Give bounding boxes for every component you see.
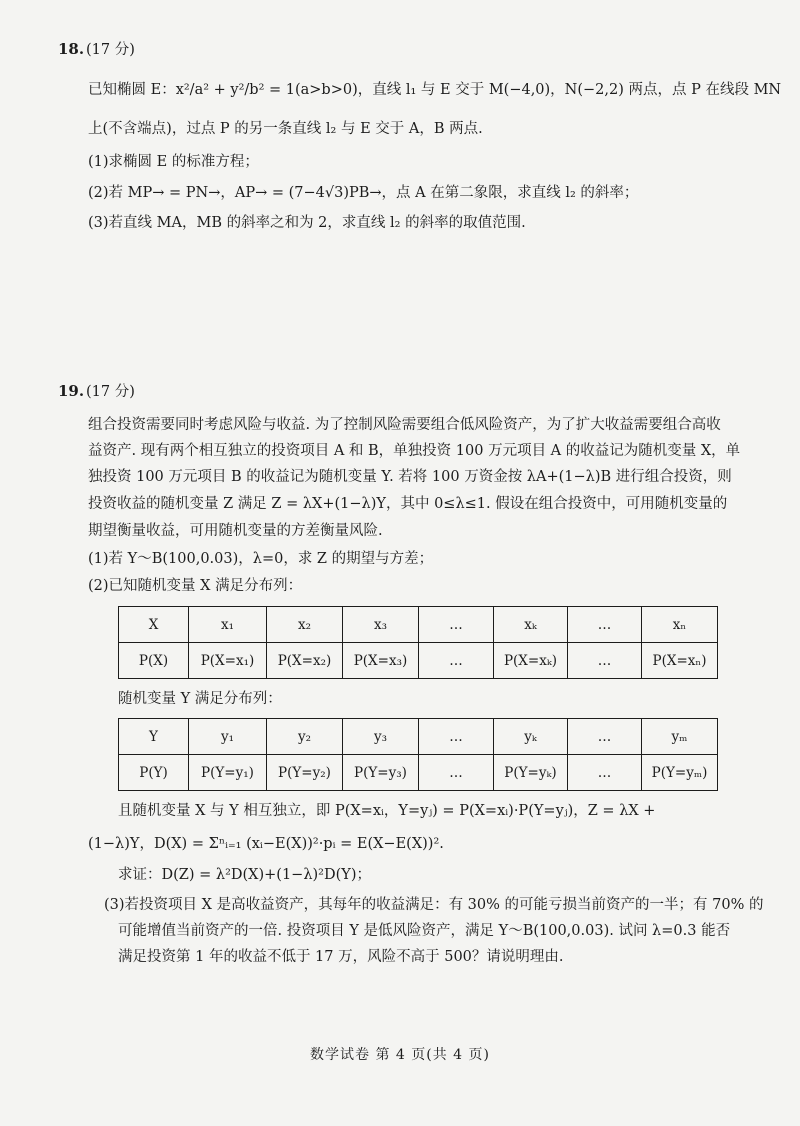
table-cell: …: [568, 643, 642, 679]
sub-question-2: (2)已知随机变量 X 满足分布列：: [88, 578, 303, 594]
table-cell: x₃: [343, 607, 419, 643]
question-score: (17 分): [86, 42, 135, 58]
table-cell: …: [419, 643, 494, 679]
question-score: (17 分): [86, 384, 135, 400]
question-number: 18.: [58, 40, 85, 58]
sub-question-1: (1)若 Y～B(100,0.03)，λ=0，求 Z 的期望与方差；: [88, 551, 434, 567]
table-header-cell: P(X): [119, 643, 189, 679]
distribution-table-x: [118, 606, 718, 679]
table-cell: P(Y=y₃): [343, 755, 419, 791]
table-cell: …: [419, 755, 494, 791]
question-text-line: 满足投资第 1 年的收益不低于 17 万，风险不高于 500？请说明理由.: [118, 949, 564, 965]
table-y-intro: 随机变量 Y 满足分布列：: [118, 691, 282, 707]
table-row: [119, 755, 718, 791]
table-cell: P(X=x₁): [189, 643, 267, 679]
table-cell: …: [419, 607, 494, 643]
question-text-line: 益资产. 现有两个相互独立的投资项目 A 和 B，单独投资 100 万元项目 A 的收益记为随机变量 X，单: [88, 443, 741, 459]
question-text-line: 组合投资需要同时考虑风险与收益. 为了控制风险需要组合低风险资产，为了扩大收益需要组合高收: [88, 417, 721, 433]
prove-statement: 求证：D(Z) = λ²D(X)+(1−λ)²D(Y)；: [118, 867, 371, 883]
table-cell: y₃: [343, 719, 419, 755]
table-cell: y₂: [267, 719, 343, 755]
table-cell: …: [568, 755, 642, 791]
table-cell: x₂: [267, 607, 343, 643]
question-text-line: 上(不含端点)，过点 P 的另一条直线 l₂ 与 E 交于 A，B 两点.: [88, 121, 483, 137]
question-text-line: 投资收益的随机变量 Z 满足 Z = λX+(1−λ)Y，其中 0≤λ≤1. 假设在组合投资中，可用随机变量的: [88, 496, 728, 512]
question-text-line: 期望衡量收益，可用随机变量的方差衡量风险.: [88, 523, 383, 539]
table-cell: P(Y=y₁): [189, 755, 267, 791]
table-cell: …: [419, 719, 494, 755]
table-cell: xₙ: [642, 607, 718, 643]
table-cell: P(Y=yₖ): [494, 755, 568, 791]
page-footer: 数学试卷 第 4 页(共 4 页): [310, 1047, 490, 1063]
table-cell: y₁: [189, 719, 267, 755]
table-cell: P(Y=y₂): [267, 755, 343, 791]
sub-question-3: (3)若直线 MA，MB 的斜率之和为 2，求直线 l₂ 的斜率的取值范围.: [88, 215, 526, 231]
table-cell: P(X=xₙ): [642, 643, 718, 679]
table-cell: P(X=x₃): [343, 643, 419, 679]
table-header-cell: P(Y): [119, 755, 189, 791]
table-row: [119, 719, 718, 755]
table-header-cell: X: [119, 607, 189, 643]
question-number: 19.: [58, 382, 85, 400]
table-header-cell: Y: [119, 719, 189, 755]
table-row: [119, 607, 718, 643]
table-cell: P(X=xₖ): [494, 643, 568, 679]
table-row: [119, 643, 718, 679]
variance-definition: (1−λ)Y，D(X) = Σⁿᵢ₌₁ (xᵢ−E(X))²·pᵢ = E(X−E(X))².: [88, 836, 444, 852]
sub-question-2: (2)若 MP→ = PN→，AP→ = (7−4√3)PB→，点 A 在第二象限，求直线 l₂ 的斜率；: [88, 185, 639, 201]
distribution-table-y: [118, 718, 718, 791]
independence-statement: 且随机变量 X 与 Y 相互独立，即 P(X=xᵢ，Y=yⱼ) = P(X=xᵢ)·P(Y=yⱼ)，Z = λX +: [118, 803, 656, 819]
sub-question-1: (1)求椭圆 E 的标准方程；: [88, 154, 259, 170]
question-text-line: 已知椭圆 E：x²/a² + y²/b² = 1(a>b>0)，直线 l₁ 与 E 交于 M(−4,0)，N(−2,2) 两点，点 P 在线段 MN: [88, 82, 782, 98]
table-cell: yₘ: [642, 719, 718, 755]
sub-question-3: (3)若投资项目 X 是高收益资产，其每年的收益满足：有 30% 的可能亏损当前资产的一半；有 70% 的: [104, 897, 764, 913]
table-cell: …: [568, 607, 642, 643]
question-text-line: 独投资 100 万元项目 B 的收益记为随机变量 Y. 若将 100 万资金按 λA+(1−λ)B 进行组合投资，则: [88, 469, 732, 485]
question-text-line: 可能增值当前资产的一倍. 投资项目 Y 是低风险资产，满足 Y～B(100,0.03). 试问 λ=0.3 能否: [118, 923, 731, 939]
table-cell: yₖ: [494, 719, 568, 755]
table-cell: xₖ: [494, 607, 568, 643]
table-cell: …: [568, 719, 642, 755]
table-cell: x₁: [189, 607, 267, 643]
table-cell: P(Y=yₘ): [642, 755, 718, 791]
table-cell: P(X=x₂): [267, 643, 343, 679]
